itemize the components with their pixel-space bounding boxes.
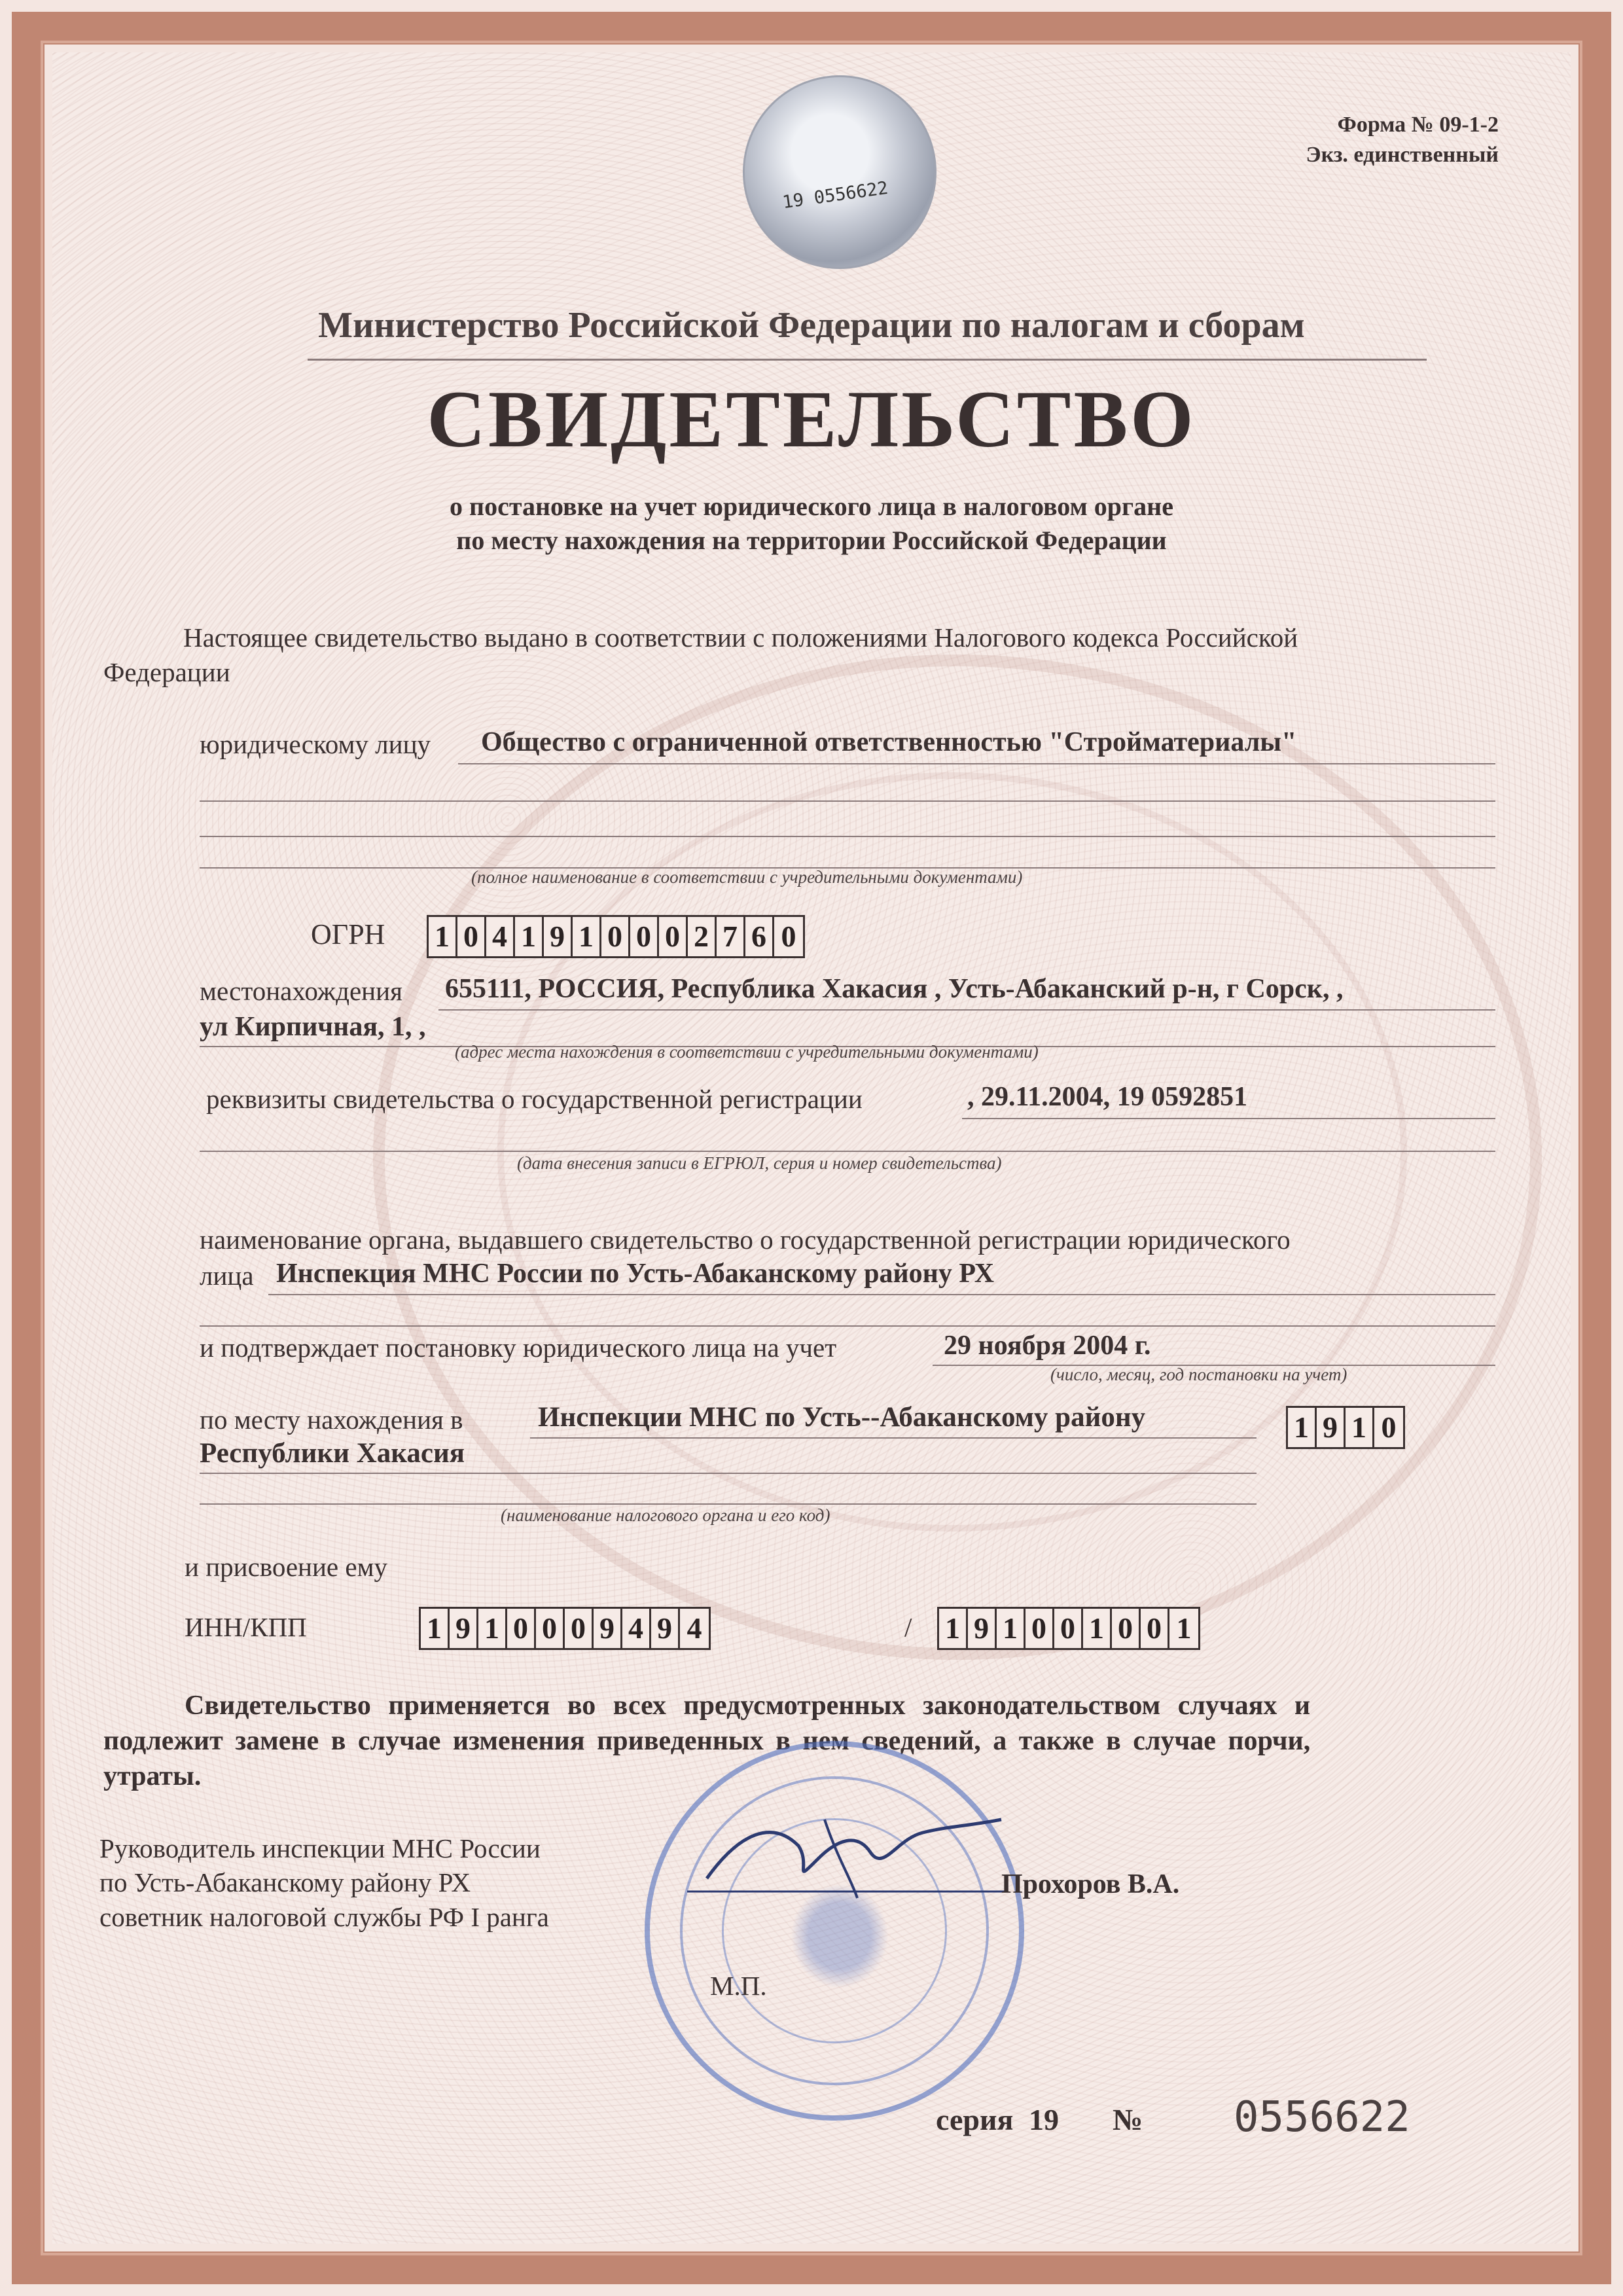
inn-kpp-label: ИНН/КПП <box>185 1612 307 1642</box>
location-underline-2 <box>200 1473 1257 1474</box>
document-title: СВИДЕТЕЛЬСТВО <box>427 374 1196 464</box>
registration-blank-line <box>200 1151 1495 1152</box>
ogrn-digit: 7 <box>717 917 745 956</box>
issuer-blank-line <box>200 1325 1495 1327</box>
entity-label: юридическому лицу <box>200 729 431 759</box>
copy-note: Экз. единственный <box>1306 143 1499 167</box>
inn-digit: 1 <box>478 1609 507 1648</box>
stamp-place-label: М.П. <box>710 1971 767 2001</box>
assignment-label: и присвоение ему <box>185 1552 388 1582</box>
ogrn-digit: 4 <box>486 917 515 956</box>
hologram-serial: 19 0556622 <box>781 177 889 213</box>
inn-digit: 0 <box>536 1609 565 1648</box>
kpp-digit: 9 <box>968 1609 997 1648</box>
number-sign: № <box>1113 2103 1143 2136</box>
issuer-label-line-2: лица <box>200 1261 254 1291</box>
intro-line-2: Федерации <box>103 657 230 687</box>
tax-office-code-boxes <box>1286 1406 1405 1449</box>
entity-underline <box>458 763 1495 764</box>
ogrn-digit: 0 <box>659 917 688 956</box>
address-caption: (адрес места нахождения в соответствии с учредительными документами) <box>455 1042 1039 1062</box>
signer-role-line-1: Руководитель инспекции МНС России <box>99 1833 541 1863</box>
issuer-label-line-1: наименование органа, выдавшего свидетельство о государственной регистрации юридического <box>200 1225 1291 1255</box>
tax-office-code-digit: 9 <box>1317 1408 1346 1447</box>
kpp-digit-boxes <box>937 1607 1200 1650</box>
tax-office-code-digit: 0 <box>1381 1410 1397 1444</box>
confirm-caption: (число, месяц, год постановки на учет) <box>1050 1365 1347 1384</box>
inn-kpp-separator: / <box>904 1612 912 1642</box>
registration-label: реквизиты свидетельства о государственной регистрации <box>206 1084 863 1114</box>
notice-line-2: подлежит замене в случае изменения приведенных в нем сведений, а также в случае порчи, <box>103 1726 1311 1756</box>
inn-digit: 0 <box>507 1609 536 1648</box>
signer-role-line-2: по Усть-Абаканскому району РХ <box>99 1867 471 1897</box>
kpp-digit: 1 <box>1083 1609 1112 1648</box>
ogrn-digit: 0 <box>630 917 659 956</box>
inn-digit: 0 <box>565 1609 594 1648</box>
kpp-digit: 0 <box>1054 1609 1083 1648</box>
location-blank-line <box>200 1503 1257 1505</box>
entity-blank-line-2 <box>200 836 1495 837</box>
series-label: серия <box>936 2103 1014 2136</box>
address-underline-1 <box>438 1009 1495 1011</box>
ogrn-digit: 9 <box>544 917 573 956</box>
kpp-digit: 1 <box>997 1609 1026 1648</box>
address-line-1: 655111, РОССИЯ, Республика Хакасия , Усть-Абаканский р-н, г Сорск, , <box>445 974 1344 1004</box>
tax-office-code-digit: 1 <box>1288 1408 1317 1447</box>
certificate-number: 0556622 <box>1234 2093 1410 2142</box>
location-value-line-1: Инспекции МНС по Усть--Абаканскому району <box>538 1402 1146 1433</box>
entity-caption: (полное наименование в соответствии с учредительными документами) <box>471 867 1023 887</box>
handwritten-signature <box>661 1780 1027 1924</box>
tax-office-code-digit: 1 <box>1346 1408 1374 1447</box>
ogrn-digit: 0 <box>601 917 630 956</box>
intro-line-1: Настоящее свидетельство выдано в соответствии с положениями Налогового кодекса Российской <box>183 622 1298 653</box>
inn-digit: 9 <box>594 1609 622 1648</box>
confirm-date: 29 ноября 2004 г. <box>944 1331 1151 1361</box>
location-caption: (наименование налогового органа и его код) <box>501 1505 830 1525</box>
ogrn-digit: 1 <box>515 917 544 956</box>
ogrn-digit: 1 <box>573 917 601 956</box>
registration-value: , 29.11.2004, 19 0592851 <box>967 1082 1248 1112</box>
kpp-digit: 0 <box>1112 1609 1141 1648</box>
issuer-underline <box>268 1294 1495 1295</box>
kpp-digit: 1 <box>939 1609 968 1648</box>
location-label: по месту нахождения в <box>200 1405 463 1435</box>
address-line-2: ул Кирпичная, 1, , <box>200 1012 426 1042</box>
inn-digit: 1 <box>421 1609 450 1648</box>
series-value: 19 <box>1029 2103 1059 2136</box>
ogrn-digit: 0 <box>457 917 486 956</box>
hologram-seal <box>743 75 936 269</box>
ogrn-label: ОГРН <box>311 918 385 950</box>
inn-digit: 4 <box>622 1609 651 1648</box>
entity-blank-line-1 <box>200 800 1495 802</box>
ogrn-digit: 1 <box>429 917 457 956</box>
location-underline-1 <box>530 1437 1257 1439</box>
confirm-label: и подтверждает постановку юридического лица на учет <box>200 1333 837 1363</box>
entity-name: Общество с ограниченной ответственностью "Стройматериалы" <box>481 727 1297 757</box>
subtitle-line-2: по месту нахождения на территории Российской Федерации <box>456 526 1167 555</box>
signer-role-line-3: советник налоговой службы РФ I ранга <box>99 1902 549 1932</box>
registration-underline <box>962 1118 1495 1119</box>
inn-digit: 9 <box>651 1609 680 1648</box>
form-number: Форма № 09-1-2 <box>1337 113 1499 137</box>
kpp-digit: 1 <box>1176 1611 1192 1645</box>
notice-line-1: Свидетельство применяется во всех предусмотренных законодательством случаях и <box>185 1691 1311 1721</box>
subtitle-line-1: о постановке на учет юридического лица в налоговом органе <box>450 492 1173 521</box>
inn-digit-boxes <box>419 1607 711 1650</box>
ministry-underline <box>308 359 1427 361</box>
inn-digit: 4 <box>687 1611 702 1645</box>
registration-caption: (дата внесения записи в ЕГРЮЛ, серия и номер свидетельства) <box>517 1153 1002 1173</box>
ogrn-digit: 0 <box>781 920 796 953</box>
notice-line-3: утраты. <box>103 1761 202 1791</box>
location-value-line-2: Республики Хакасия <box>200 1438 465 1469</box>
kpp-digit: 0 <box>1141 1609 1169 1648</box>
ministry-name: Министерство Российской Федерации по налогам и сборам <box>318 305 1305 346</box>
address-label: местонахождения <box>200 976 402 1006</box>
issuer-value: Инспекция МНС России по Усть-Абаканскому району РХ <box>276 1259 995 1289</box>
signer-name: Прохоров В.А. <box>1001 1869 1180 1899</box>
ogrn-digit: 6 <box>745 917 774 956</box>
kpp-digit: 0 <box>1026 1609 1054 1648</box>
ogrn-digit: 2 <box>688 917 717 956</box>
inn-digit: 9 <box>450 1609 478 1648</box>
ogrn-digit-boxes <box>427 915 805 958</box>
